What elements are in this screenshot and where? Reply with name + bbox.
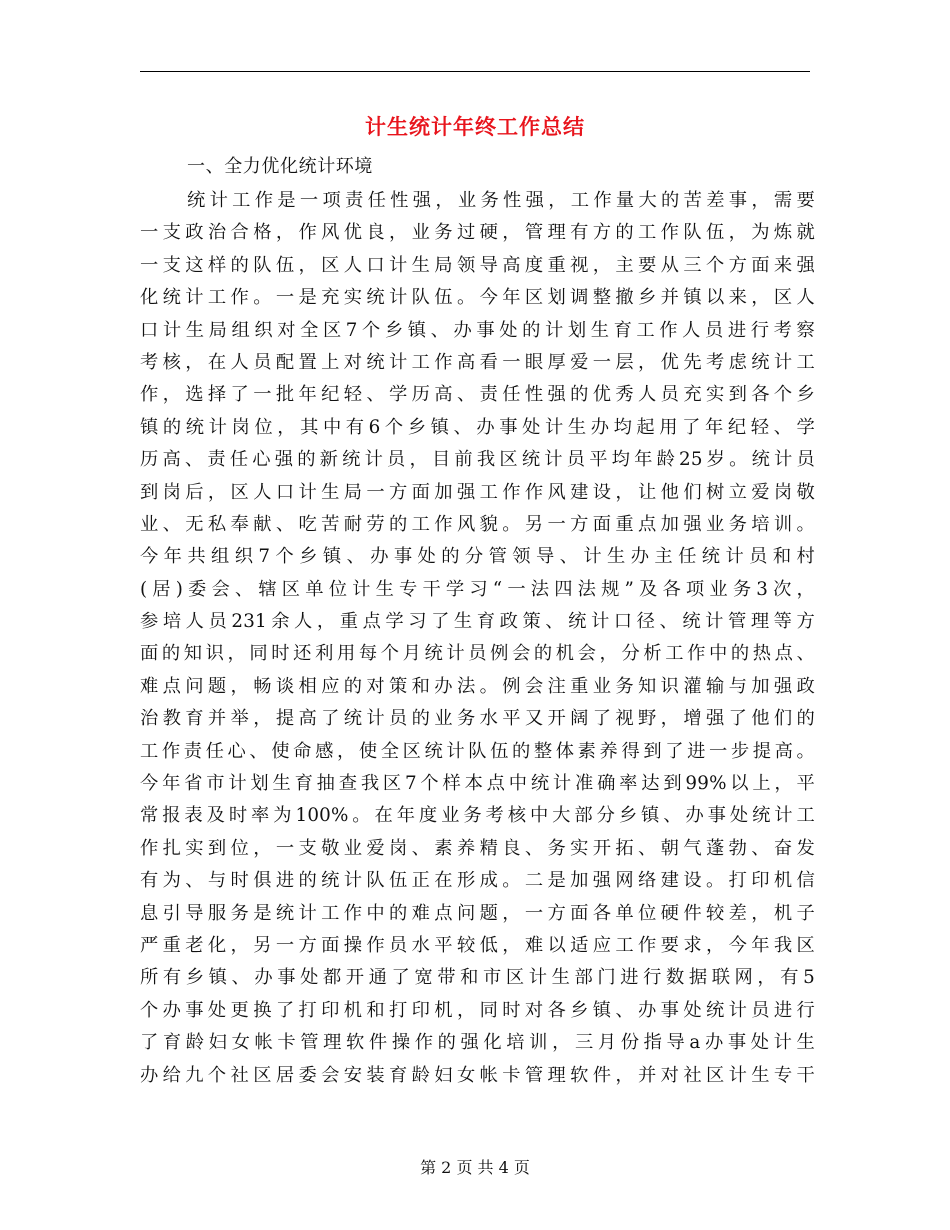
page-footer: 第 2 页 共 4 页 bbox=[420, 1158, 530, 1177]
paragraph-line: 业、无私奉献、吃苦耐劳的工作风貌。另一方面重点加强业务培训。 bbox=[140, 513, 815, 535]
paragraph-line: 治教育并举，提高了统计员的业务水平又开阔了视野，增强了他们的 bbox=[140, 708, 815, 730]
paragraph-line: 了育龄妇女帐卡管理软件操作的强化培训，三月份指导a办事处计生 bbox=[140, 1032, 815, 1054]
section-heading: 一、全力优化统计环境 bbox=[187, 156, 373, 177]
paragraph-line: 面的知识，同时还利用每个月统计员例会的机会，分析工作中的热点、 bbox=[140, 643, 815, 665]
paragraph-line: 参培人员231余人，重点学习了生育政策、统计口径、统计管理等方 bbox=[140, 611, 815, 633]
paragraph-line: 工作责任心、使命感，使全区统计队伍的整体素养得到了进一步提高。 bbox=[140, 740, 815, 762]
paragraph-line: 历高、责任心强的新统计员，目前我区统计员平均年龄25岁。统计员 bbox=[140, 449, 815, 471]
paragraph-line: 有为、与时俱进的统计队伍正在形成。二是加强网络建设。打印机信 bbox=[140, 870, 815, 892]
paragraph-line: 所有乡镇、办事处都开通了宽带和市区计生部门进行数据联网，有5 bbox=[140, 967, 815, 989]
paragraph-line: 个办事处更换了打印机和打印机，同时对各乡镇、办事处统计员进行 bbox=[140, 999, 815, 1021]
paragraph-line: 难点问题，畅谈相应的对策和办法。例会注重业务知识灌输与加强政 bbox=[140, 675, 815, 697]
body-text bbox=[140, 185, 815, 1092]
paragraph-line: 一支政治合格，作风优良，业务过硬，管理有方的工作队伍，为炼就 bbox=[140, 222, 815, 244]
paragraph-line: 镇的统计岗位，其中有6个乡镇、办事处计生办均起用了年纪轻、学 bbox=[140, 416, 815, 438]
header-rule bbox=[140, 71, 810, 72]
paragraph-line: 到岗后，区人口计生局一方面加强工作作风建设，让他们树立爱岗敬 bbox=[140, 481, 815, 503]
paragraph-line: 作扎实到位，一支敬业爱岗、素养精良、务实开拓、朝气蓬勃、奋发 bbox=[140, 837, 815, 859]
paragraph-line: 一支这样的队伍，区人口计生局领导高度重视，主要从三个方面来强 bbox=[140, 254, 815, 276]
paragraph-line: 口计生局组织对全区7个乡镇、办事处的计划生育工作人员进行考察 bbox=[140, 319, 815, 341]
paragraph-line: 作，选择了一批年纪轻、学历高、责任性强的优秀人员充实到各个乡 bbox=[140, 384, 815, 406]
paragraph-line: 化统计工作。一是充实统计队伍。今年区划调整撤乡并镇以来，区人 bbox=[140, 287, 815, 309]
paragraph-line: 息引导服务是统计工作中的难点问题，一方面各单位硬件较差，机子 bbox=[140, 902, 815, 924]
paragraph-line: 考核，在人员配置上对统计工作高看一眼厚爱一层，优先考虑统计工 bbox=[140, 351, 815, 373]
paragraph-line: (居)委会、辖区单位计生专干学习“一法四法规”及各项业务3次， bbox=[140, 578, 815, 600]
document-title: 计生统计年终工作总结 bbox=[365, 115, 585, 139]
paragraph-line: 常报表及时率为100%。在年度业务考核中大部分乡镇、办事处统计工 bbox=[140, 805, 815, 827]
paragraph-line: 今年共组织7个乡镇、办事处的分管领导、计生办主任统计员和村 bbox=[140, 546, 815, 568]
paragraph-line: 今年省市计划生育抽查我区7个样本点中统计准确率达到99%以上，平 bbox=[140, 773, 815, 795]
paragraph-line: 统计工作是一项责任性强，业务性强，工作量大的苦差事，需要 bbox=[187, 190, 815, 211]
paragraph-line: 办给九个社区居委会安装育龄妇女帐卡管理软件，并对社区计生专干 bbox=[140, 1064, 815, 1086]
paragraph-line: 严重老化，另一方面操作员水平较低，难以适应工作要求，今年我区 bbox=[140, 934, 815, 956]
